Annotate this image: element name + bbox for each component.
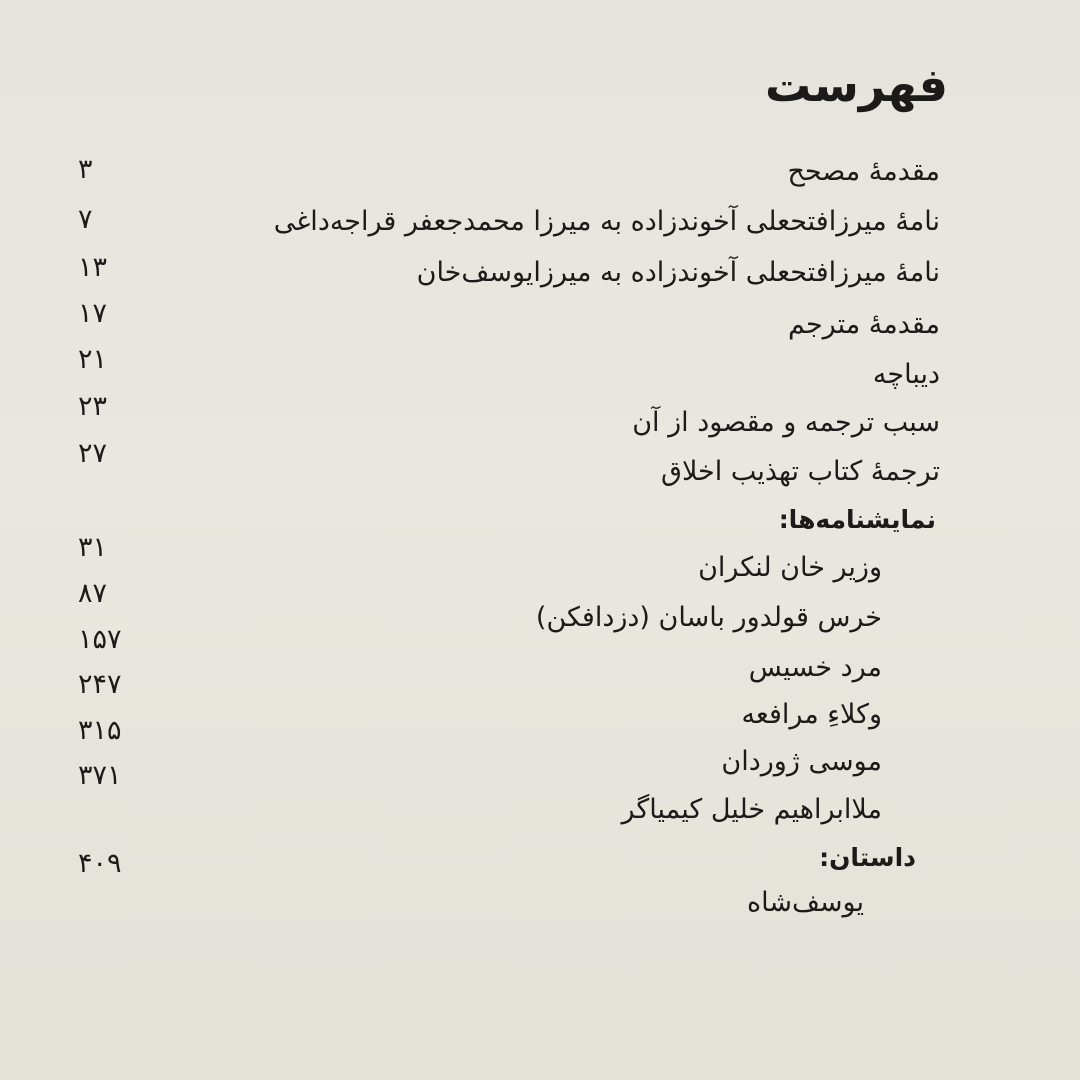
toc-entry-page: ۳۷۱ xyxy=(78,760,122,791)
toc-entry-text: ترجمهٔ کتاب تهذیب اخلاق xyxy=(661,456,940,487)
toc-entry-page: ۳ xyxy=(78,154,93,185)
toc-entry-text: یوسف‌شاه xyxy=(746,887,864,918)
section-heading-plays: نمایشنامه‌ها: xyxy=(778,505,936,534)
toc-entry-text: نامهٔ میرزافتحعلی آخوندزاده به میرزا محمدجعفر قراجه‌داغی xyxy=(273,206,940,237)
toc-entry-text: وکلاءِ مرافعه xyxy=(741,699,882,730)
toc-entry-page: ۳۱۵ xyxy=(78,715,122,746)
toc-entry-text: مقدمهٔ مصحح xyxy=(787,156,940,187)
toc-entry-text: مقدمهٔ مترجم xyxy=(788,309,940,340)
toc-entry-text: موسی ژوردان xyxy=(721,746,882,777)
toc-entry-page: ۲۷ xyxy=(78,438,108,469)
toc-entry-page: ۲۴۷ xyxy=(78,669,122,700)
toc-entry-text: نامهٔ میرزافتحعلی آخوندزاده به میرزایوسف‌خان xyxy=(416,257,940,288)
section-heading-story: داستان: xyxy=(819,843,916,872)
toc-entry-page: ۲۱ xyxy=(78,344,108,375)
toc-entry-page: ۴۰۹ xyxy=(78,848,122,879)
toc-entry-text: دیباچه xyxy=(872,359,940,390)
toc-entry-page: ۷ xyxy=(78,204,93,235)
toc-entry-page: ۱۵۷ xyxy=(78,624,122,655)
toc-entry-text: وزیر خان لنکران xyxy=(698,552,882,583)
toc-entry-text: سبب ترجمه و مقصود از آن xyxy=(632,407,940,438)
toc-entry-page: ۱۳ xyxy=(78,252,108,283)
toc-entry-text: ملاابراهیم خلیل کیمیاگر xyxy=(621,794,882,825)
toc-entry-page: ۱۷ xyxy=(78,298,108,329)
toc-entry-page: ۳۱ xyxy=(78,532,108,563)
page-title: فهرست xyxy=(764,58,948,112)
toc-entry-page: ۸۷ xyxy=(78,578,108,609)
toc-entry-text: مرد خسیس xyxy=(748,652,882,683)
toc-entry-text: خرس قولدور باسان (دزدافکن) xyxy=(535,602,882,633)
toc-entry-page: ۲۳ xyxy=(78,391,108,422)
